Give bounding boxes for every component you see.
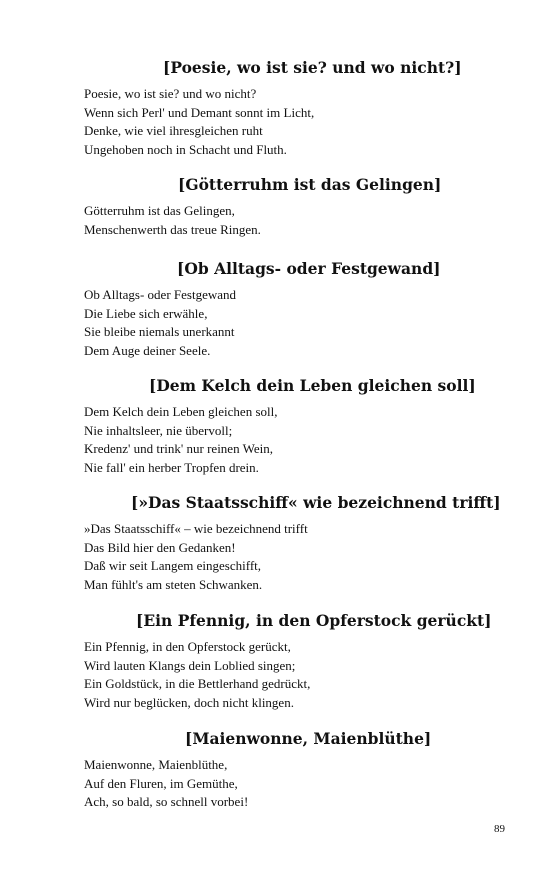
poem-stanza — [84, 202, 261, 239]
poem-title: [»Das Staatsschiff« wie bezeichnend trifft] — [131, 493, 501, 512]
poem-title: [Ein Pfennig, in den Opferstock gerückt] — [136, 611, 492, 630]
poem-line: »Das Staatsschiff« – wie bezeichnend trifft — [84, 521, 308, 536]
page-number: 89 — [494, 823, 505, 835]
poem-line: Nie inhaltsleer, nie übervoll; — [84, 422, 233, 438]
poem-stanza — [84, 85, 314, 159]
poem-title: [Poesie, wo ist sie? und wo nicht?] — [163, 58, 462, 77]
poem-title: [Götterruhm ist das Gelingen] — [178, 175, 442, 194]
poem-line: Denke, wie viel ihresgleichen ruht — [84, 123, 263, 138]
poem-stanza — [84, 756, 248, 812]
poem-line: Man fühlt's am steten Schwanken. — [84, 576, 263, 592]
poem-line: Ob Alltags- oder Festgewand — [84, 287, 237, 302]
poem-line: Götterruhm ist das Gelingen, — [84, 203, 235, 218]
poem-line: Auf den Fluren, im Gemüthe, — [84, 775, 238, 791]
poem-line: Sie bleibe niemals unerkannt — [84, 324, 235, 339]
poem-line: Ungehoben noch in Schacht und Fluth. — [84, 141, 287, 157]
poem-line: Poesie, wo ist sie? und wo nicht? — [84, 86, 257, 101]
poem-line: Maienwonne, Maienblüthe, — [84, 757, 228, 772]
poem-title: [Dem Kelch dein Leben gleichen soll] — [149, 376, 476, 395]
poem-line: Menschenwerth das treue Ringen. — [84, 221, 261, 237]
poem-title: [Maienwonne, Maienblüthe] — [185, 729, 432, 748]
poem-line: Ein Goldstück, in die Bettlerhand gedrückt, — [84, 676, 311, 691]
poem-line: Kredenz' und trink' nur reinen Wein, — [84, 441, 273, 456]
poem-line: Wenn sich Perl' und Demant sonnt im Licht, — [84, 104, 315, 120]
poem-line: Ein Pfennig, in den Opferstock gerückt, — [84, 639, 291, 654]
poem-line: Nie fall' ein herber Tropfen drein. — [84, 459, 259, 475]
poem-stanza — [84, 520, 308, 594]
poem-line: Ach, so bald, so schnell vorbei! — [84, 794, 249, 809]
poem-stanza — [84, 403, 278, 477]
poem-line: Dem Auge deiner Seele. — [84, 342, 211, 358]
poem-line: Das Bild hier den Gedanken! — [84, 539, 236, 555]
poem-line: Wird lauten Klangs dein Loblied singen; — [84, 657, 296, 673]
poem-stanza — [84, 638, 310, 712]
poem-line: Daß wir seit Langem eingeschifft, — [84, 558, 262, 573]
poem-line: Die Liebe sich erwähle, — [84, 305, 208, 321]
poem-stanza — [84, 286, 236, 360]
poem-title: [Ob Alltags- oder Festgewand] — [177, 259, 441, 278]
poem-line: Wird nur beglücken, doch nicht klingen. — [84, 694, 294, 710]
poem-line: Dem Kelch dein Leben gleichen soll, — [84, 404, 278, 419]
